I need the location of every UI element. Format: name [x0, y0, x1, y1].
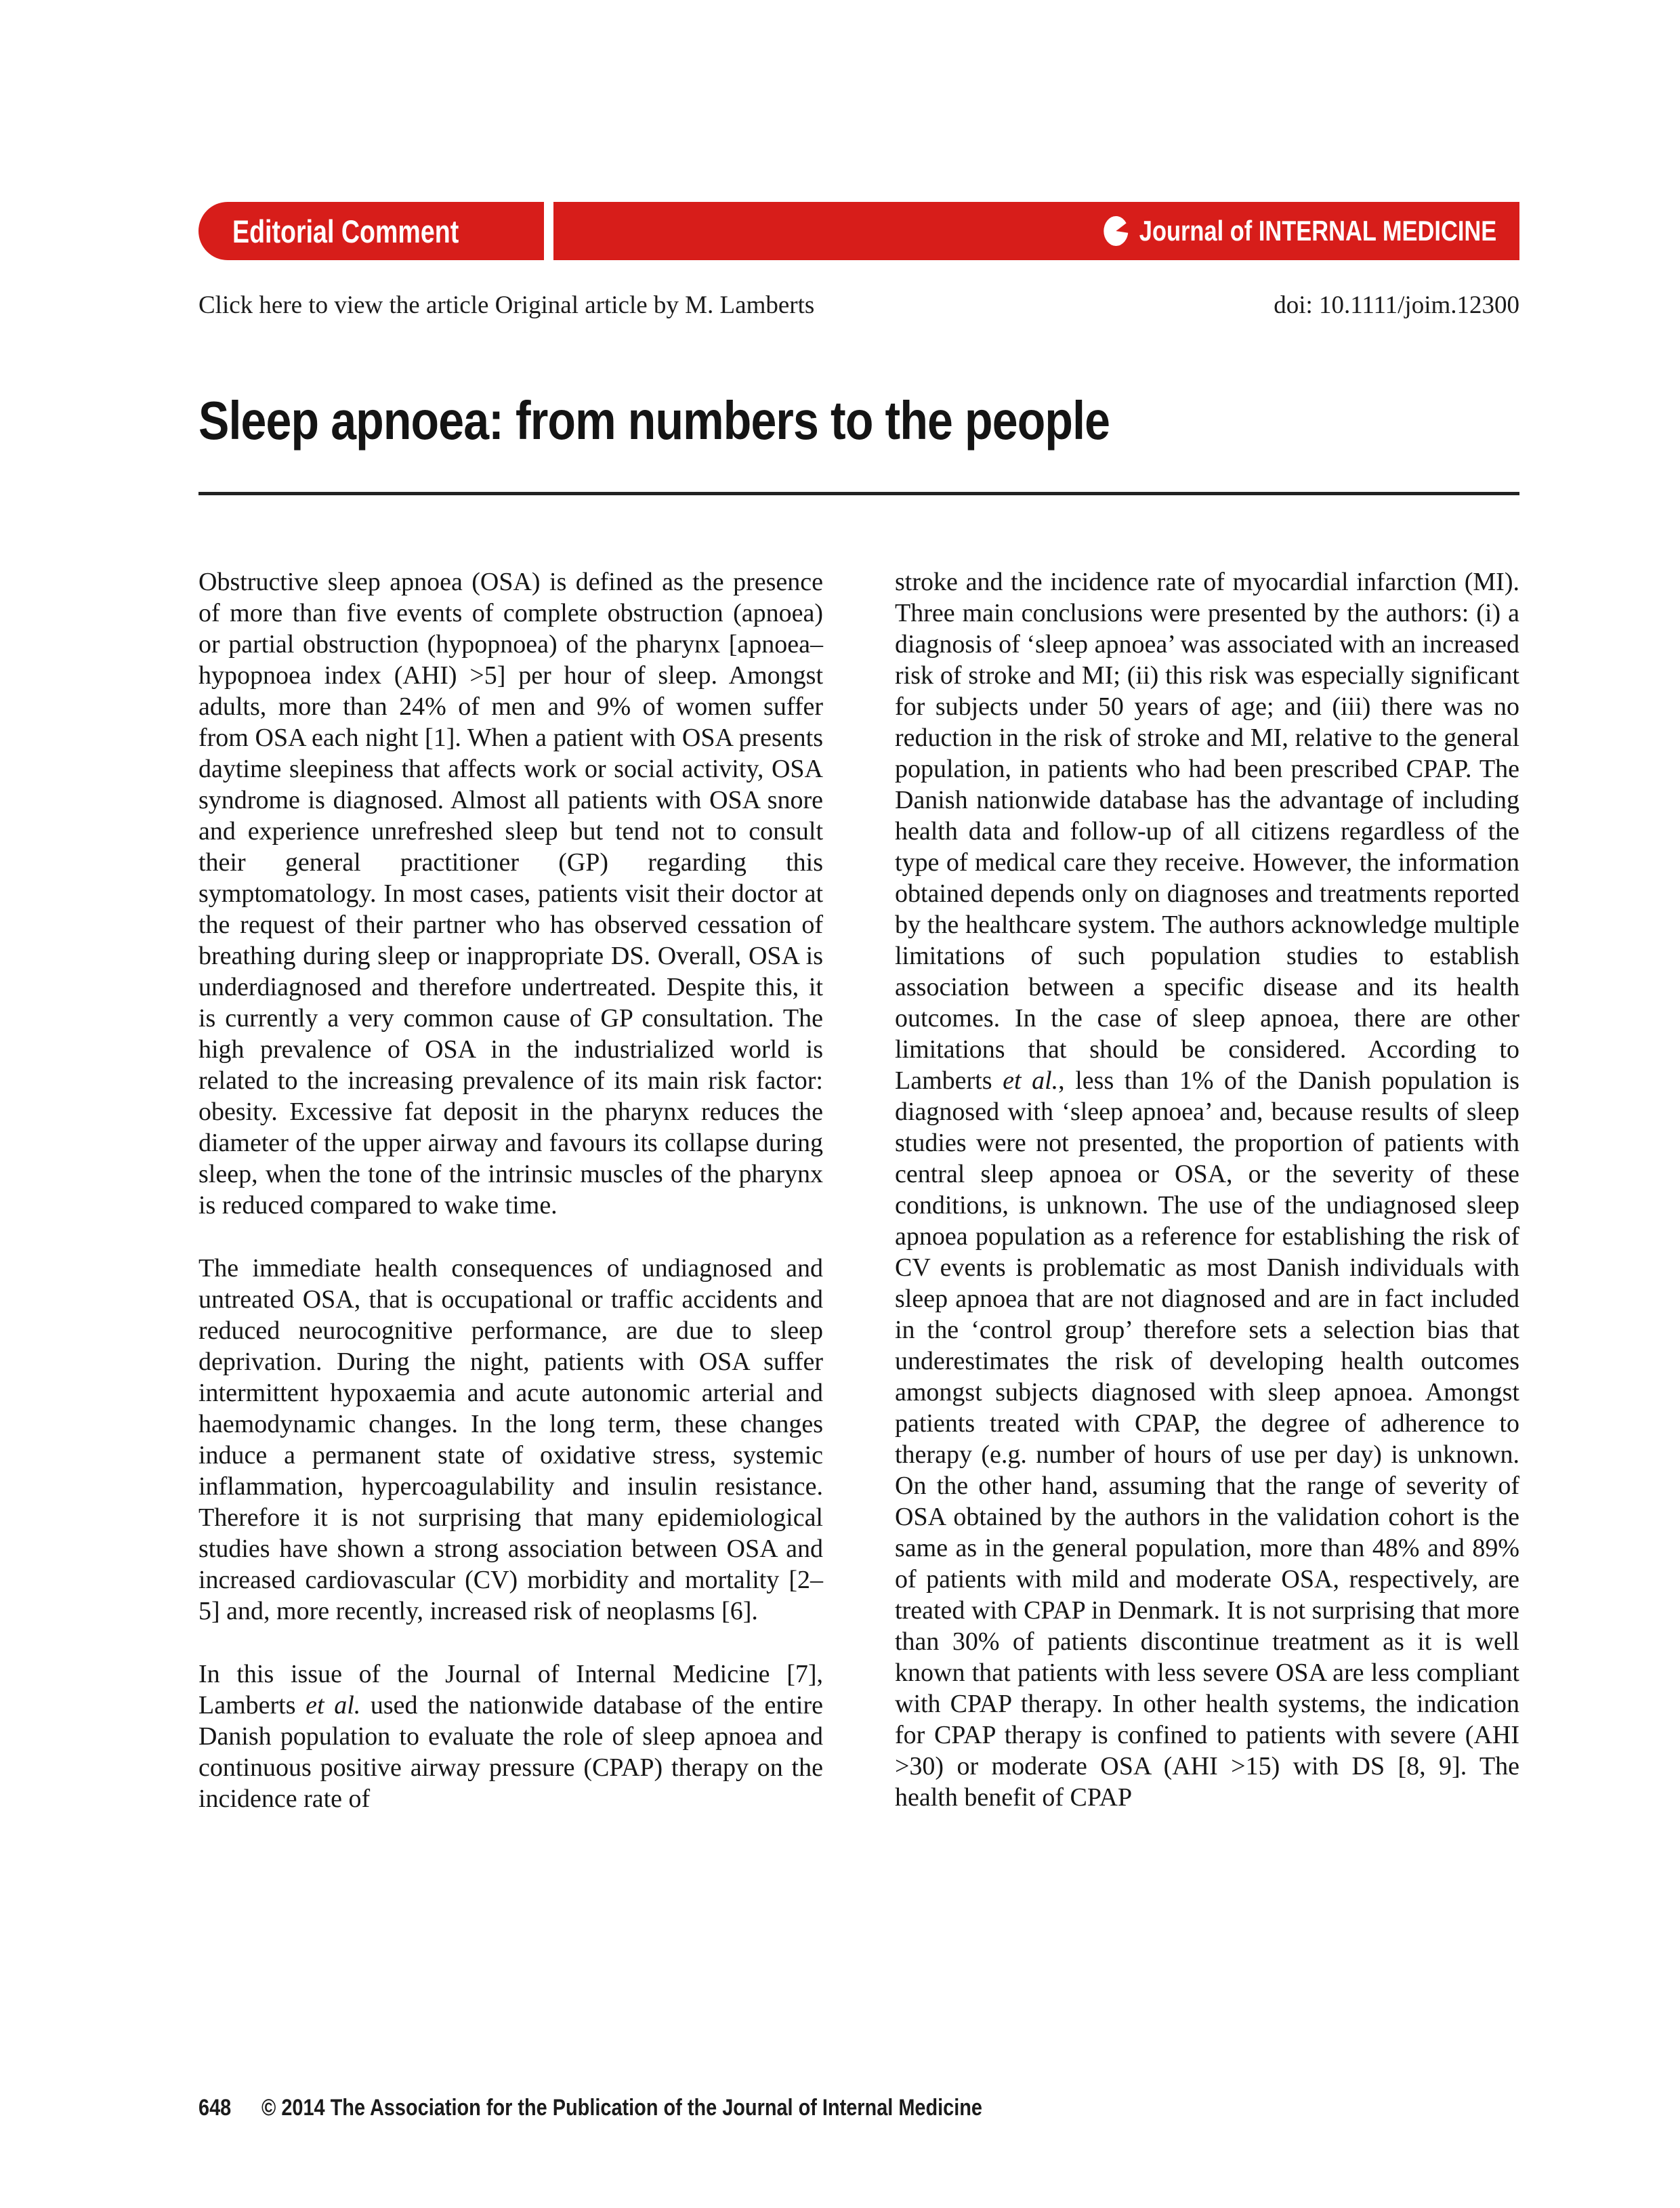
body-text: In this issue of the Journal of Internal Medicine [7], Lamberts [198, 1660, 823, 1720]
paragraph [198, 1253, 823, 1627]
page-footer [198, 2095, 1519, 2126]
paragraph [895, 566, 1519, 1813]
journal-banner [553, 202, 1519, 260]
meta-row [198, 290, 1519, 322]
doi-text: doi: 10.1111/joim.12300 [1274, 291, 1519, 319]
body-text: Obstructive sleep apnoea (OSA) is defined as the presence of more than five events of complete obstruction (apnoea) or partial obstruction (hypopnoea) of the pharynx [apnoea–hypopnoea index (AHI) >5] per hour of sleep. Amongst adults, more than 24% of men and 9% of women suffer from OSA each night [1]. When a patient with OSA presents daytime sleepiness that affects work or social activity, OSA syndrome is diagnosed. Almost all patients with OSA snore and experience unrefreshed sleep but tend not to consult their general practitioner (GP) regarding this symptomatology. In most cases, patients visit their doctor at the request of their partner who has observed cessation of breathing during sleep or inappropriate DS. Overall, OSA is underdiagnosed and therefore undertreated. Despite this, it is currently a very common cause of GP consultation. The high prevalence of OSA in the industrialized world is related to the increasing prevalence of its main risk factor: obesity. Excessive fat deposit in the pharynx reduces the diameter of the upper airway and favours its collapse during sleep, when the tone of the intrinsic muscles of the pharynx is reduced compared to wake time. [198, 568, 823, 1220]
meta-left [198, 290, 814, 321]
article-column-right [895, 566, 1519, 1814]
header-banner [198, 202, 1519, 260]
editorial-comment-label: Editorial Comment [232, 213, 459, 249]
paragraph [198, 1659, 823, 1814]
article-column-left [198, 566, 823, 1814]
copyright-text: © 2014 The Association for the Publication of the Journal of Internal Medicine [261, 2095, 982, 2121]
page-number: 648 [198, 2095, 232, 2121]
body-text: The immediate health consequences of undiagnosed and untreated OSA, that is occupational or traffic accidents and reduced neurocognitive performance, are due to sleep deprivation. During the night, patients with OSA suffer intermittent hypoxaemia and acute autonomic arterial and haemodynamic changes. In the long term, these changes induce a permanent state of oxidative stress, systemic inflammation, hypercoagulability and insulin resistance. Therefore it is not surprising that many epidemiological studies have shown a strong association between OSA and increased cardiovascular (CV) morbidity and mortality [2–5] and, more recently, increased risk of neoplasms [6]. [198, 1254, 823, 1625]
editorial-comment-badge [198, 202, 544, 260]
article-ref: Original article by M. Lamberts [495, 291, 815, 319]
view-article-link[interactable]: Click here to view the article [198, 291, 489, 319]
journal-brand [1102, 215, 1496, 247]
journal-name: Journal of INTERNAL MEDICINE [1139, 215, 1496, 247]
article-body [198, 566, 1519, 1814]
banner-gap [544, 202, 553, 260]
journal-logo-icon [1102, 215, 1129, 247]
body-text: used the nationwide database of the entire Danish population to evaluate the role of sleep apnoea and continuous positive airway pressure (CPAP) therapy on the incidence rate of [198, 1691, 823, 1813]
page-title: Sleep apnoea: from numbers to the people [198, 390, 1110, 451]
body-text: stroke and the incidence rate of myocardial infarction (MI). Three main conclusions were presented by the authors: (i) a diagnosis of ‘sleep apnoea’ was associated with an increased risk of stroke and MI; (ii) this risk was especially significant for subjects under 50 years of age; and (iii) there was no reduction in the risk of stroke and MI, relative to the general population, in patients who had been prescribed CPAP. The Danish nationwide database has the advantage of including health data and follow-up of all citizens regardless of the type of medical care they receive. However, the information obtained depends only on diagnoses and treatments reported by the healthcare system. The authors acknowledge multiple limitations of such population studies to establish association between a specific disease and its health outcomes. In the case of sleep apnoea, there are other limitations that should be considered. According to Lamberts [895, 568, 1519, 1095]
italic-text: et al. [1003, 1066, 1059, 1095]
paragraph [198, 566, 823, 1221]
italic-text: et al. [306, 1691, 361, 1720]
body-text: , less than 1% of the Danish population is diagnosed with ‘sleep apnoea’ and, because results of sleep studies were not presented, the proportion of patients with central sleep apnoea or OSA, or the severity of these conditions, is unknown. The use of the undiagnosed sleep apnoea population as a reference for establishing the risk of CV events is problematic as most Danish individuals with sleep apnoea that are not diagnosed and are in fact included in the ‘control group’ therefore sets a selection bias that underestimates the risk of developing health outcomes amongst subjects diagnosed with sleep apnoea. Amongst patients treated with CPAP, the degree of adherence to therapy (e.g. number of hours of use per day) is unknown. On the other hand, assuming that the range of severity of OSA obtained by the authors in the validation cohort is the same as in the general population, more than 48% and 89% of patients with mild and moderate OSA, respectively, are treated with CPAP in Denmark. It is not surprising that more than 30% of patients discontinue treatment as it is well known that patients with less severe OSA are less compliant with CPAP therapy. In other health systems, the indication for CPAP therapy is confined to patients with severe (AHI >30) or moderate OSA (AHI >15) with DS [8, 9]. The health benefit of CPAP [895, 1066, 1519, 1812]
title-block [198, 390, 1519, 457]
title-rule [198, 492, 1519, 495]
